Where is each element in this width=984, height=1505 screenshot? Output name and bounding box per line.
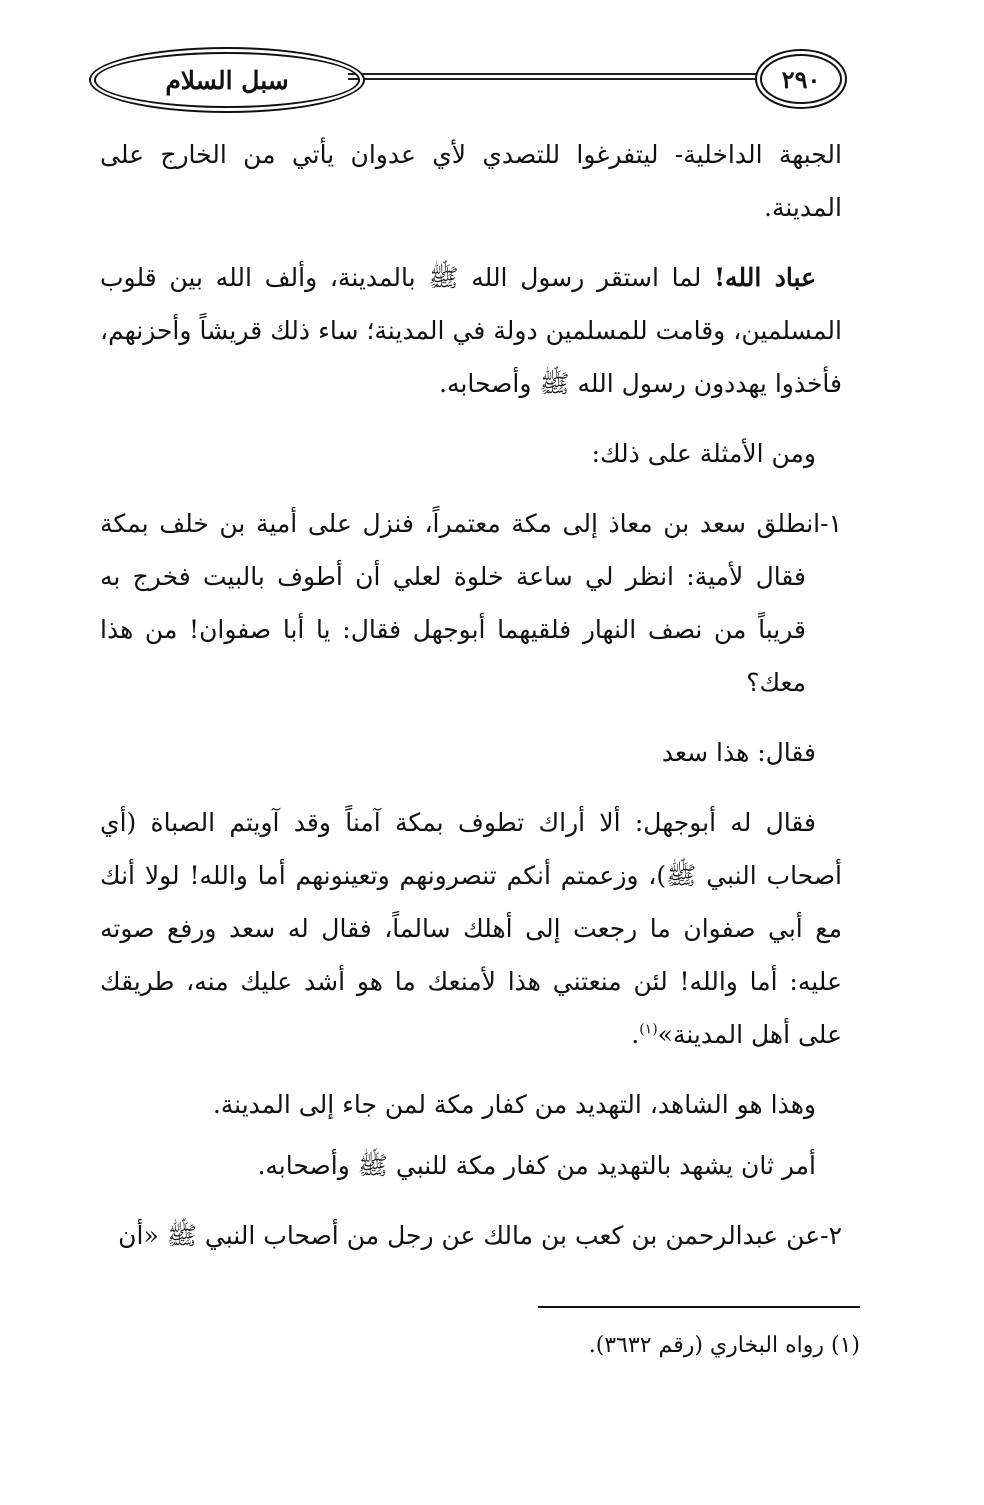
page-number: ٢٩٠ — [760, 54, 842, 104]
paragraph-2-text: لما استقر رسول الله ﷺ بالمدينة، وألف الله بين قلوب المسلمين، وقامت للمسلمين دولة في المدينة؛ ساء ذلك قريشاً وأحزنهم، فأخذوا يهددون رسول الله ﷺ وأصحابه. — [100, 263, 842, 398]
paragraph-5: فقال: هذا سعد — [661, 738, 816, 767]
page-body — [100, 128, 842, 1262]
page-header — [78, 48, 856, 108]
footnote-reference[interactable]: (١) — [639, 1021, 658, 1038]
paragraph-3: ومن الأمثلة على ذلك: — [591, 439, 816, 468]
header-rule-bottom — [348, 78, 756, 80]
header-rule-top — [348, 73, 756, 75]
paragraph-6-end: . — [631, 1020, 640, 1049]
paragraph-8: أمر ثان يشهد بالتهديد من كفار مكة للنبي ﷺ وأصحابه. — [257, 1151, 816, 1180]
paragraph-7: وهذا هو الشاهد، التهديد من كفار مكة لمن جاء إلى المدينة. — [212, 1090, 816, 1119]
paragraph-6-text: فقال له أبوجهل: ألا أراك تطوف بمكة آمناً وقد آويتم الصباة (أي أصحاب النبي ﷺ)، وزعمتم أنكم تنصرونهم وتعينونهم أما والله! لولا أنك مع أبي صفوان ما رجعت إلى أهلك سالماً، فقال له سعد ورفع صوته عليه: أما والله! لئن منعتني هذا لأمنعك ما هو أشد عليك منه، طريقك على أهل المدينة» — [100, 808, 842, 1049]
paragraph-2-lead: عباد الله! — [714, 263, 816, 292]
list-item-1: ١-انطلق سعد بن معاذ إلى مكة معتمراً، فنزل على أمية بن خلف بمكة فقال لأمية: انظر لي ساعة خلوة لعلي أن أطوف بالبيت فخرج به قريباً من نصف النهار فلقيهما أبوجهل فقال: يا أبا صفوان! من هذا معك؟ — [100, 509, 842, 697]
book-title: سبل السلام — [94, 52, 360, 108]
paragraph-2 — [100, 251, 842, 410]
footnote: (١) رواه البخاري (رقم ٣٦٣٢). — [588, 1333, 860, 1358]
paragraph-1: الجبهة الداخلية- ليتفرغوا للتصدي لأي عدوان يأتي من الخارج على المدينة. — [100, 140, 842, 222]
footnote-divider — [538, 1306, 860, 1308]
paragraph-6 — [100, 796, 842, 1061]
list-item-2: ٢-عن عبدالرحمن بن كعب بن مالك عن رجل من أصحاب النبي ﷺ «أن — [118, 1221, 842, 1250]
